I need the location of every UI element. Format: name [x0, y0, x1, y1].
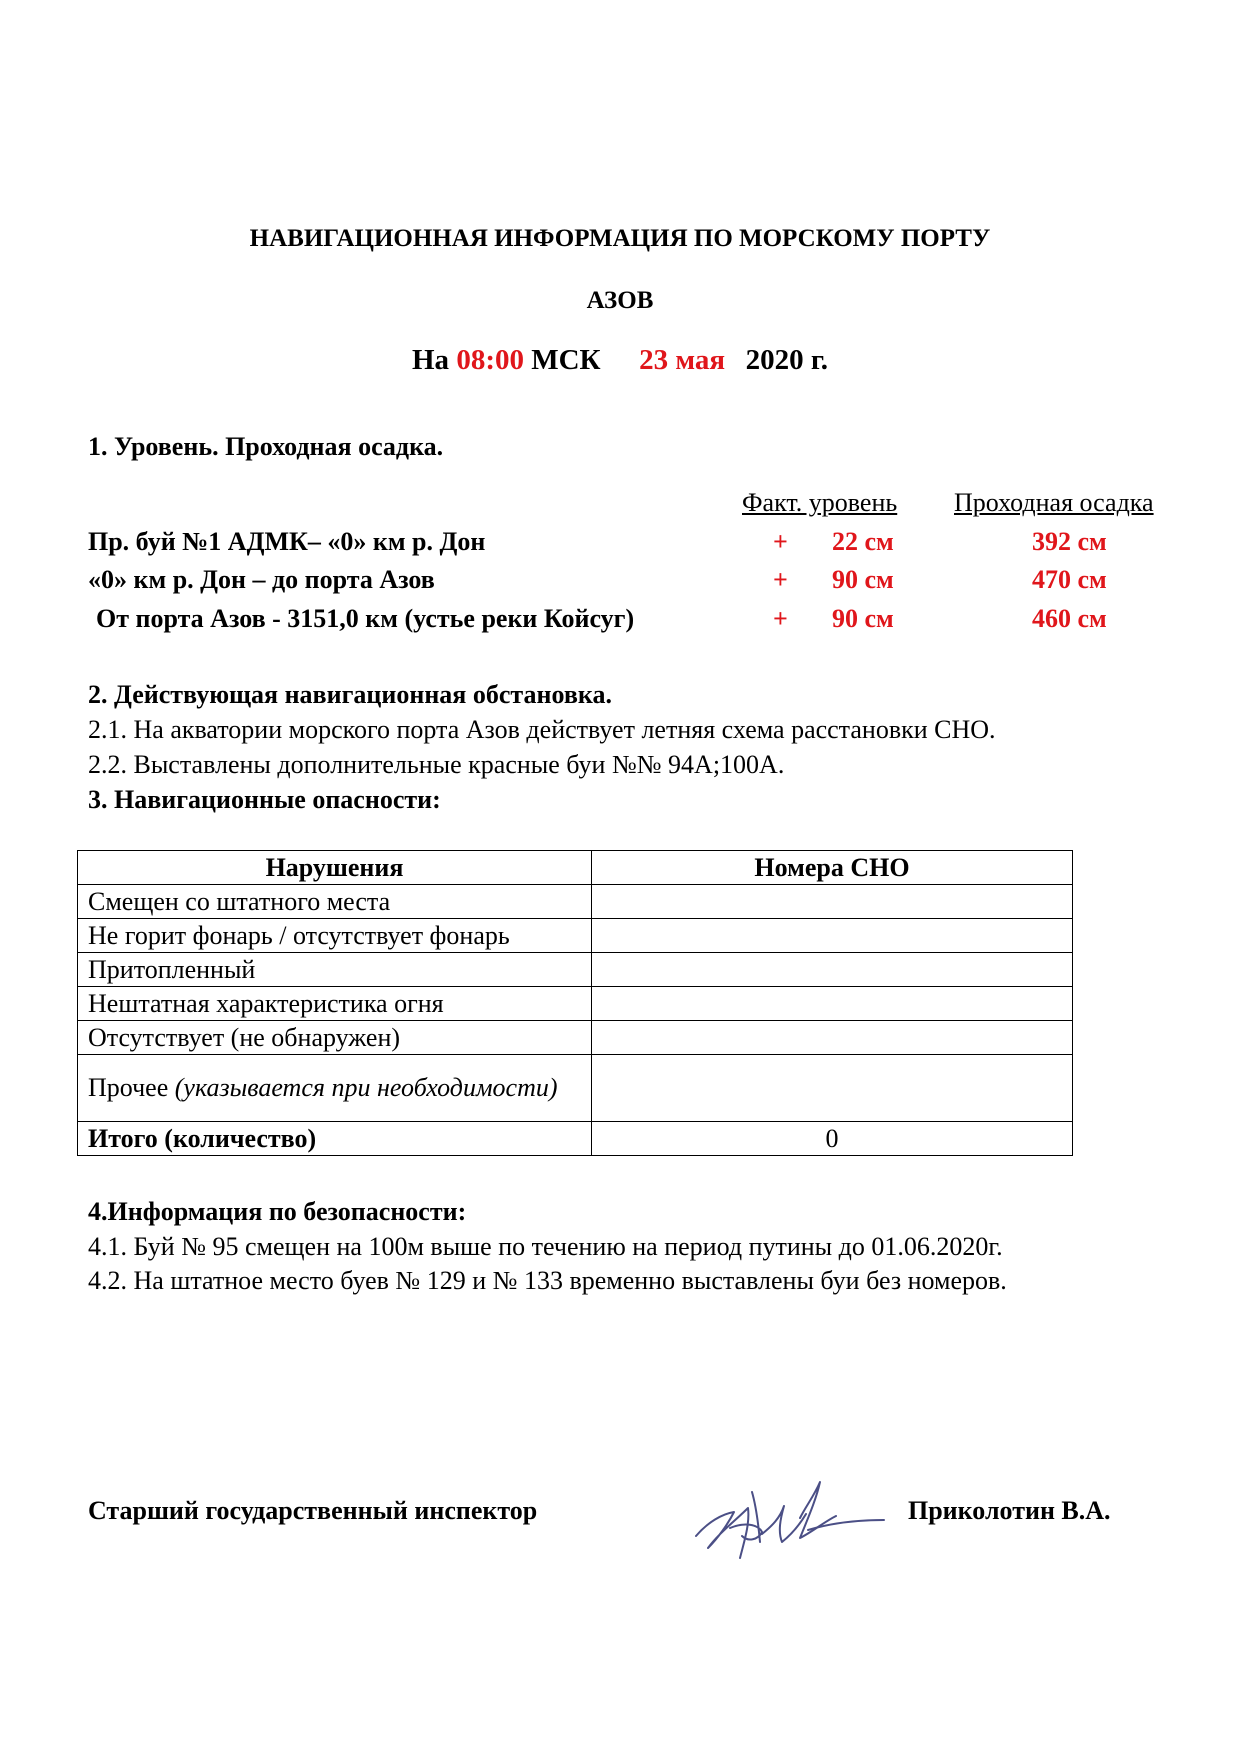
nav-situation-item: 2.2. Выставлены дополнительные красные буи №№ 94А;100А.	[88, 750, 785, 779]
report-datetime	[0, 344, 1240, 377]
violation-label: Притопленный	[78, 953, 592, 987]
violation-label: Нештатная характеристика огня	[78, 987, 592, 1021]
table-row-other	[78, 1055, 1073, 1122]
safety-info-item: 4.1. Буй № 95 смещен на 100м выше по течению на период путины до 01.06.2020г.	[88, 1232, 1003, 1261]
section1-heading: 1. Уровень. Проходная осадка.	[88, 432, 444, 461]
table-header-row	[78, 851, 1073, 885]
section2-heading: 2. Действующая навигационная обстановка.	[88, 680, 612, 709]
report-time: 08:00	[456, 344, 524, 376]
segment-name: Пр. буй №1 АДМК– «0» км р. Дон	[88, 527, 486, 556]
date-prefix: На	[412, 344, 450, 376]
column-header-level: Факт. уровень	[742, 488, 898, 517]
report-date: 23 мая	[639, 344, 726, 376]
table-row	[78, 987, 1073, 1021]
table-row	[78, 919, 1073, 953]
inspector-name: Приколотин В.А.	[908, 1496, 1111, 1525]
buoy-numbers	[592, 1021, 1073, 1055]
port-name: АЗОВ	[586, 287, 654, 314]
nav-situation-item: 2.1. На акватории морского порта Азов действует летняя схема расстановки СНО.	[88, 715, 996, 744]
table-row	[78, 885, 1073, 919]
table-total-row	[78, 1122, 1073, 1156]
level-sign: +	[773, 565, 788, 594]
safety-info-item: 4.2. На штатное место буев № 129 и № 133 временно выставлены буи без номеров.	[88, 1266, 1007, 1295]
draft-value: 470 см	[1032, 565, 1107, 594]
section4-heading: 4.Информация по безопасности:	[88, 1197, 467, 1226]
buoy-numbers	[592, 1055, 1073, 1122]
buoy-numbers	[592, 953, 1073, 987]
violations-table	[77, 850, 1073, 1156]
draft-value: 392 см	[1032, 527, 1107, 556]
level-value: 90 см	[832, 565, 894, 594]
other-note: (указывается при необходимости)	[174, 1073, 558, 1102]
level-sign: +	[773, 527, 788, 556]
level-sign: +	[773, 604, 788, 633]
total-label: Итого (количество)	[78, 1122, 592, 1156]
table-row	[78, 953, 1073, 987]
buoy-numbers	[592, 987, 1073, 1021]
segment-name: «0» км р. Дон – до порта Азов	[88, 565, 435, 594]
header-buoy-numbers: Номера СНО	[592, 851, 1073, 885]
timezone: МСК	[531, 344, 601, 376]
level-value: 22 см	[832, 527, 894, 556]
segment-name: От порта Азов - 3151,0 км (устье реки Койсуг)	[96, 604, 635, 633]
buoy-numbers	[592, 919, 1073, 953]
level-value: 90 см	[832, 604, 894, 633]
violation-label: Смещен со штатного места	[78, 885, 592, 919]
document-title: НАВИГАЦИОННАЯ ИНФОРМАЦИЯ ПО МОРСКОМУ ПОРТУ	[249, 225, 991, 252]
column-header-draft: Проходная осадка	[954, 488, 1154, 517]
draft-value: 460 см	[1032, 604, 1107, 633]
buoy-numbers	[592, 885, 1073, 919]
section3-heading: 3. Навигационные опасности:	[88, 785, 441, 814]
report-year: 2020 г.	[745, 344, 828, 376]
header-violations: Нарушения	[78, 851, 592, 885]
total-value: 0	[592, 1122, 1073, 1156]
other-label: Прочее	[88, 1073, 169, 1102]
violation-label: Отсутствует (не обнаружен)	[78, 1021, 592, 1055]
table-row	[78, 1021, 1073, 1055]
violation-label: Не горит фонарь / отсутствует фонарь	[78, 919, 592, 953]
inspector-position: Старший государственный инспектор	[88, 1496, 538, 1525]
violation-label	[78, 1055, 592, 1122]
signature-image	[688, 1462, 888, 1572]
